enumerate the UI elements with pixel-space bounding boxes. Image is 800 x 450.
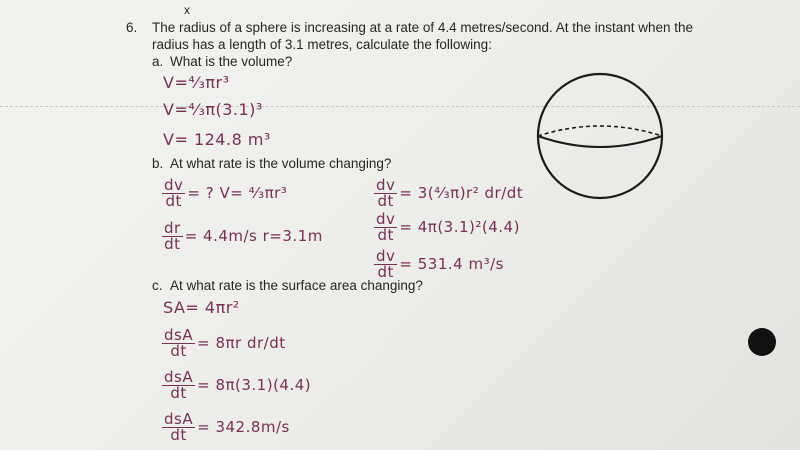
fraction-numerator: dsA bbox=[164, 368, 194, 386]
fraction-numerator: dr bbox=[164, 219, 181, 237]
part-c-derivative-1-rest: = 8πr dr/dt bbox=[197, 334, 286, 352]
part-c-answer-rest: = 342.8m/s bbox=[197, 418, 290, 436]
fraction-denominator: dt bbox=[377, 263, 394, 281]
fraction-denominator: dt bbox=[170, 384, 187, 402]
part-a-label: a. bbox=[152, 54, 164, 69]
fraction-numerator: dsA bbox=[164, 410, 194, 428]
part-a-step-2: V=⁴⁄₃π(3.1)³ bbox=[163, 100, 263, 119]
part-b-derivative-2-rest: = 4π(3.1)²(4.4) bbox=[399, 218, 520, 236]
fraction-denominator: dt bbox=[164, 235, 181, 253]
part-c-derivative-2 bbox=[160, 370, 311, 401]
part-b-given-rest: = ? V= ⁴⁄₃πr³ bbox=[187, 184, 288, 202]
part-c-answer bbox=[160, 412, 290, 443]
part-b-derivative-1-rest: = 3(⁴⁄₃π)r² dr/dt bbox=[399, 184, 524, 202]
top-mark: x bbox=[184, 3, 190, 17]
fraction-denominator: dt bbox=[377, 226, 394, 244]
binder-hole bbox=[748, 328, 776, 356]
part-b-derivative-2 bbox=[372, 212, 520, 243]
fraction-denominator: dt bbox=[377, 192, 394, 210]
part-a-step-1: V=⁴⁄₃πr³ bbox=[163, 73, 230, 92]
part-b-rate bbox=[160, 221, 323, 252]
paper-fold-line bbox=[0, 106, 800, 107]
part-b-given bbox=[160, 178, 287, 209]
part-b-answer bbox=[372, 249, 504, 280]
part-c-derivative-2-rest: = 8π(3.1)(4.4) bbox=[197, 376, 312, 394]
problem-line-2: radius has a length of 3.1 metres, calculate the following: bbox=[152, 37, 492, 52]
part-c-label: c. bbox=[152, 278, 163, 293]
part-a-question: What is the volume? bbox=[170, 54, 293, 69]
part-b-label: b. bbox=[152, 156, 164, 171]
fraction-denominator: dt bbox=[170, 426, 187, 444]
fraction-denominator: dt bbox=[165, 192, 182, 210]
part-c-derivative-1 bbox=[160, 328, 286, 359]
part-b-answer-rest: = 531.4 m³/s bbox=[399, 255, 504, 273]
fraction-numerator: dv bbox=[376, 210, 396, 228]
fraction-denominator: dt bbox=[170, 342, 187, 360]
problem-number: 6. bbox=[126, 20, 138, 35]
sphere-diagram bbox=[530, 66, 670, 206]
fraction-numerator: dsA bbox=[164, 326, 194, 344]
problem-line-1: The radius of a sphere is increasing at a rate of 4.4 metres/second. At the instant when the bbox=[152, 20, 694, 35]
fraction-numerator: dv bbox=[376, 176, 396, 194]
part-b-rate-rest: = 4.4m/s r=3.1m bbox=[184, 227, 323, 245]
part-c-surface-area: SA= 4πr² bbox=[163, 298, 240, 317]
fraction-numerator: dv bbox=[376, 247, 396, 265]
part-a-answer: V= 124.8 m³ bbox=[163, 130, 271, 149]
part-b-question: At what rate is the volume changing? bbox=[170, 156, 392, 171]
part-c-question: At what rate is the surface area changing? bbox=[170, 278, 423, 293]
fraction-numerator: dv bbox=[164, 176, 184, 194]
part-b-derivative-1 bbox=[372, 178, 523, 209]
